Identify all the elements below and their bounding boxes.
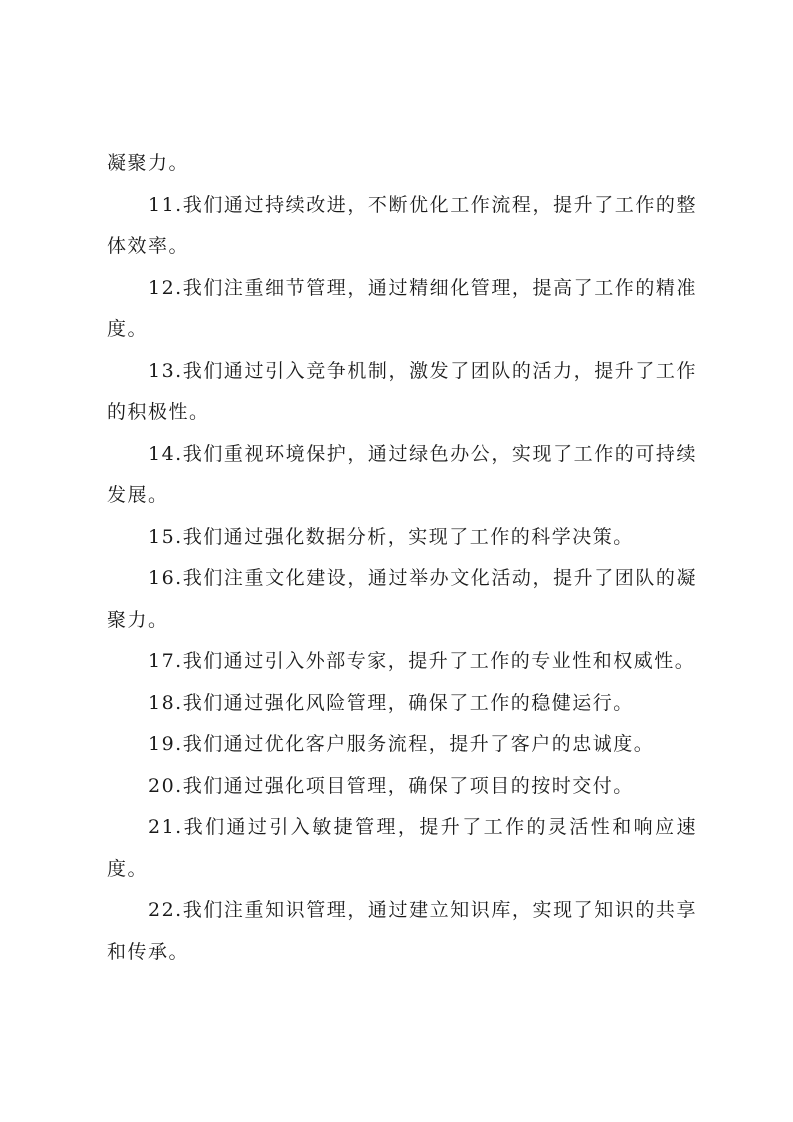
paragraph-item-22: 22.我们注重知识管理，通过建立知识库，实现了知识的共享和传承。 <box>107 899 697 963</box>
paragraph-item-16: 16.我们注重文化建设，通过举办文化活动，提升了团队的凝聚力。 <box>107 567 697 631</box>
paragraph-item-14: 14.我们重视环境保护，通过绿色办公，实现了工作的可持续发展。 <box>107 442 697 506</box>
document-body <box>107 143 697 973</box>
paragraph-item-11: 11.我们通过持续改进，不断优化工作流程，提升了工作的整体效率。 <box>107 193 697 257</box>
paragraph-item-20: 20.我们通过强化项目管理，确保了项目的按时交付。 <box>148 774 634 797</box>
paragraph-item-13: 13.我们通过引入竞争机制，激发了团队的活力，提升了工作的积极性。 <box>107 359 697 423</box>
paragraph-item-17: 17.我们通过引入外部专家，提升了工作的专业性和权威性。 <box>148 650 696 672</box>
paragraph-item-21: 21.我们通过引入敏捷管理，提升了工作的灵活性和响应速度。 <box>107 816 697 880</box>
paragraph-continuation: 凝聚力。 <box>107 152 190 174</box>
paragraph-item-18: 18.我们通过强化风险管理，确保了工作的稳健运行。 <box>148 691 634 714</box>
paragraph-item-19: 19.我们通过优化客户服务流程，提升了客户的忠诚度。 <box>148 733 655 755</box>
paragraph-item-12: 12.我们注重细节管理，通过精细化管理，提高了工作的精准度。 <box>107 276 697 340</box>
paragraph-item-15: 15.我们通过强化数据分析，实现了工作的科学决策。 <box>148 525 634 548</box>
